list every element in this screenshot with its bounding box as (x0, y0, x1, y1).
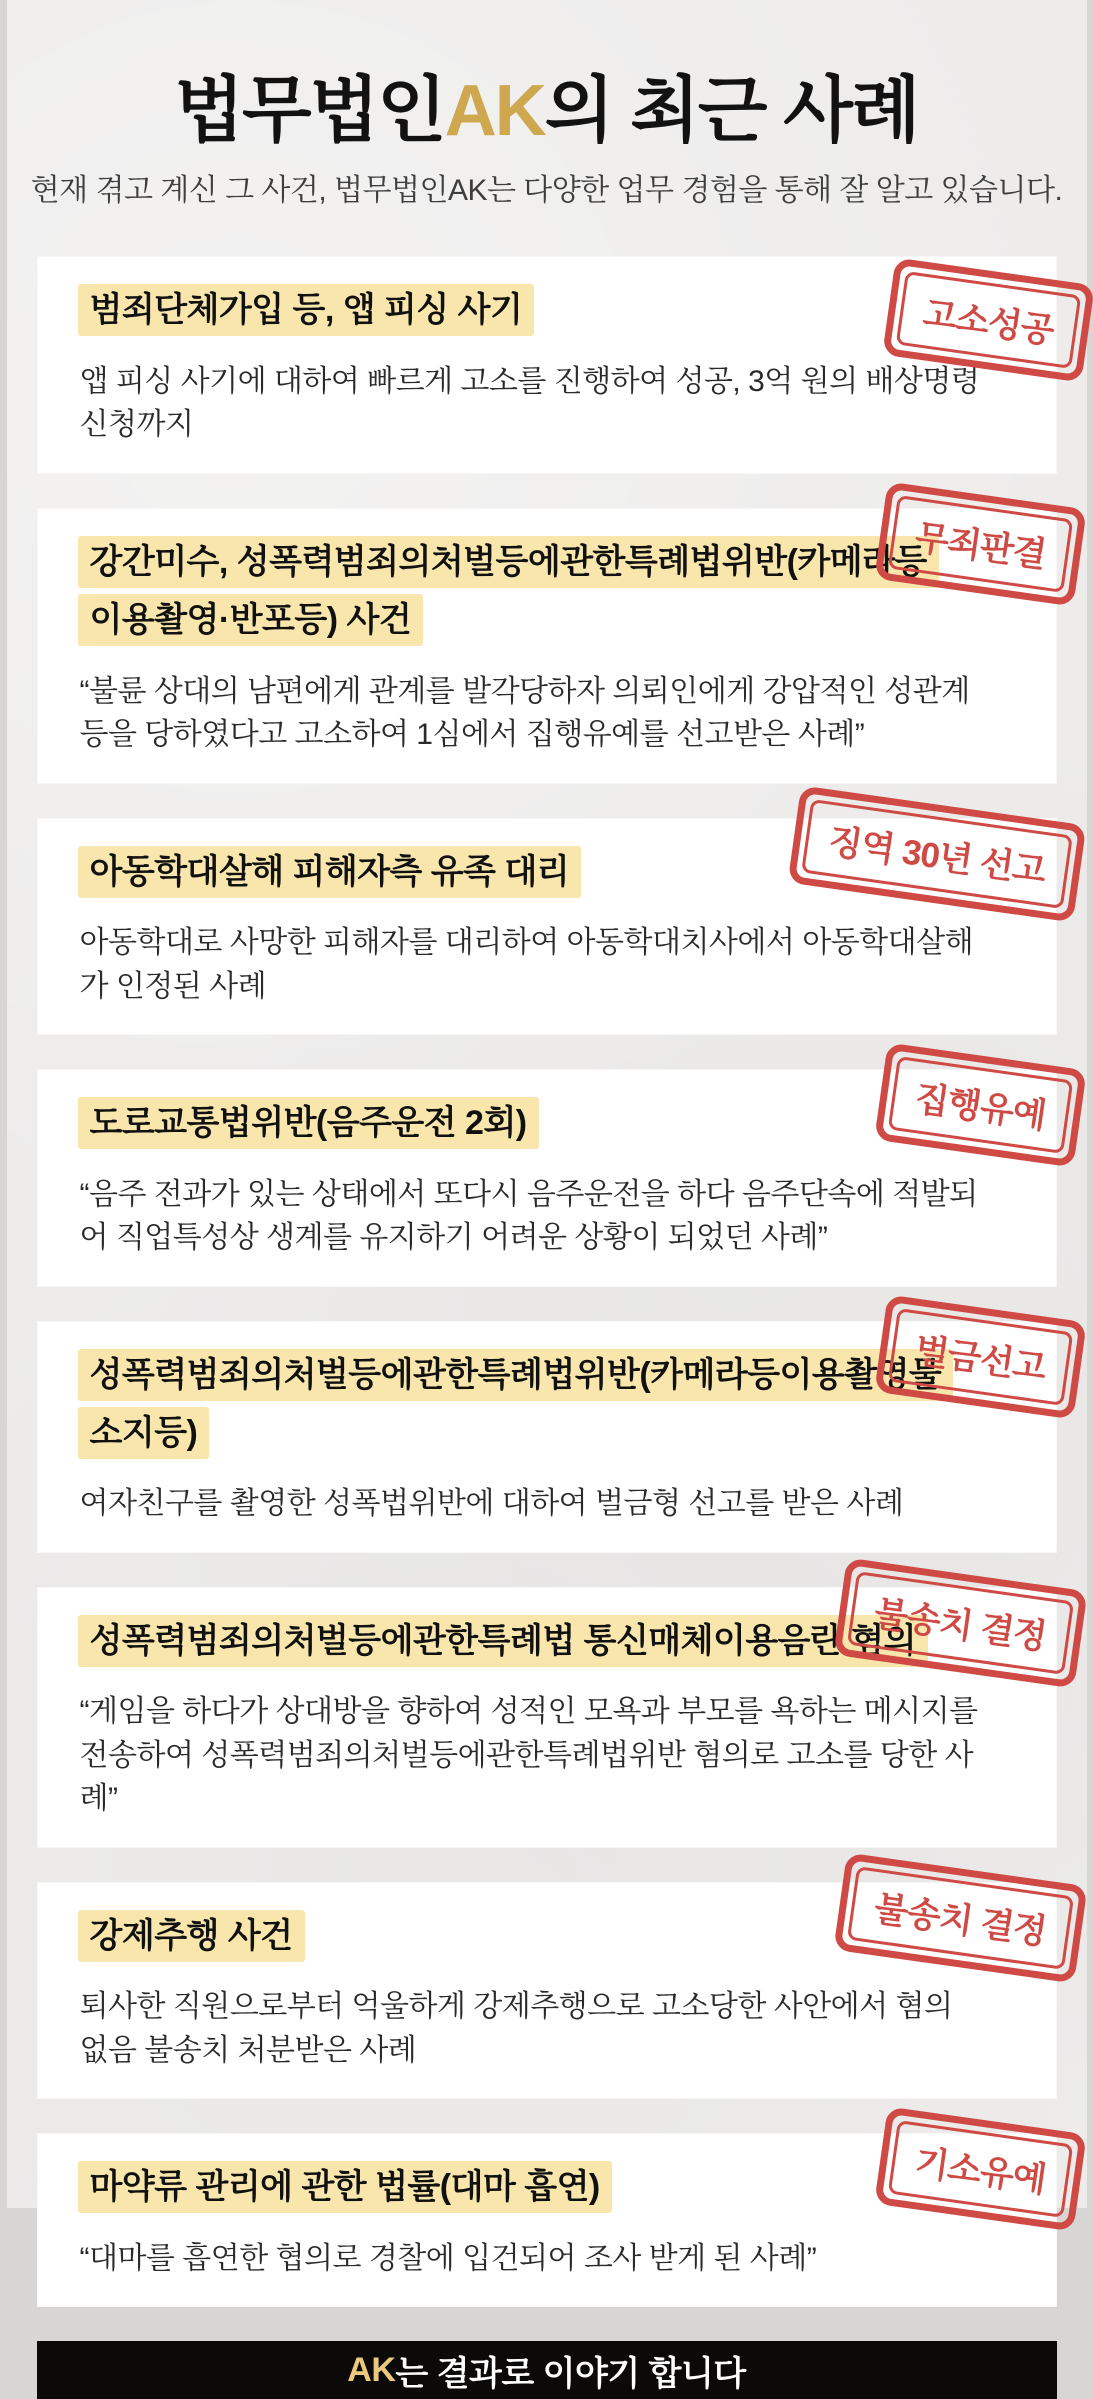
subtitle: 현재 겪고 계신 그 사건, 법무법인AK는 다양한 업무 경험을 통해 잘 알고 있습니다. (30, 174, 1063, 208)
case-card-7 (37, 1882, 1057, 2099)
case-title: 아동학대살해 피해자측 유족 대리 (78, 846, 582, 898)
result-stamp-label: 불송치 결정 (847, 1571, 1074, 1675)
result-stamp-label: 고소성공 (896, 271, 1082, 369)
case-description: “대마를 흡연한 협의로 경찰에 입건되어 조사 받게 된 사례” (79, 2241, 817, 2275)
case-description: 퇴사한 직원으로부터 억울하게 강제추행으로 고소당한 사안에서 혐의 없음 불송치 처분받은 사례 (79, 1990, 953, 2067)
case-title: 마약류 관리에 관한 법률(대마 흡연) (78, 2161, 612, 2213)
case-card-4 (37, 1069, 1057, 1286)
title-suffix: 의 최근 사례 (544, 71, 919, 151)
case-description: 아동학대로 사망한 피해자를 대리하여 아동학대치사에서 아동학대살해가 인정된 사례 (79, 926, 974, 1003)
result-stamp (788, 785, 1087, 922)
footer-banner (37, 2341, 1057, 2399)
case-card-5 (37, 1321, 1057, 1553)
case-title: 범죄단체가입 등, 앱 피싱 사기 (78, 284, 535, 336)
promo-page (7, 0, 1087, 2393)
case-description: “게임을 하다가 상대방을 향하여 성적인 모욕과 부모를 욕하는 메시지를 전송하여 성폭력범죄의처벌등에관한특례법위반 혐의로 고소를 당한 사례” (79, 1695, 978, 1816)
brand-ak: AK (444, 71, 545, 151)
page-title (7, 72, 1087, 151)
case-card-2 (37, 508, 1057, 784)
case-title: 도로교통법위반(음주운전 2회) (78, 1097, 539, 1149)
case-description: 앱 피싱 사기에 대하여 빠르게 고소를 진행하여 성공, 3억 원의 배상명령 신청까지 (79, 364, 980, 442)
result-stamp-label: 무죄판결 (888, 495, 1074, 593)
case-description: “음주 전과가 있는 상태에서 또다시 음주운전을 하다 음주단속에 적발되어 직업특성상 생계를 유지하기 어려운 상황이 되었던 사례” (79, 1177, 978, 1255)
result-stamp-label: 벌금선고 (888, 1308, 1074, 1406)
footer-text: 는 결과로 이야기 합니다 (395, 2354, 746, 2393)
footer-brand: AK (347, 2350, 396, 2389)
case-card-3 (37, 818, 1057, 1035)
case-title: 성폭력범죄의처벌등에관한특례법위반(카메라등이용촬영물 소지등) (78, 1349, 954, 1459)
case-description: 여자친구를 촬영한 성폭법위반에 대하여 벌금형 선고를 받은 사례 (79, 1487, 904, 1521)
case-card-6 (37, 1587, 1057, 1848)
result-stamp-label: 불송치 결정 (847, 1866, 1074, 1970)
header (7, 0, 1087, 210)
case-card-8 (37, 2133, 1057, 2307)
case-description: “불륜 상대의 남편에게 관계를 발각당하자 의뢰인에게 강압적인 성관계 등을 당하였다고 고소하여 1심에서 집행유예를 선고받은 사례” (79, 674, 970, 752)
result-stamp-label: 기소유예 (888, 2120, 1074, 2218)
result-stamp-label: 집행유예 (888, 1056, 1074, 1154)
result-stamp-label: 징역 30년 선고 (801, 799, 1073, 909)
case-title: 강제추행 사건 (78, 1910, 305, 1962)
case-list (7, 256, 1087, 2307)
case-title: 성폭력범죄의처벌등에관한특례법 통신매체이용음란 혐의 (78, 1615, 929, 1667)
title-prefix: 법무법인 (174, 71, 445, 151)
case-card-1 (37, 256, 1057, 473)
case-title: 강간미수, 성폭력범죄의처벌등에관한특례법위반(카메라등 이용촬영·반포등) 사건 (78, 536, 939, 646)
